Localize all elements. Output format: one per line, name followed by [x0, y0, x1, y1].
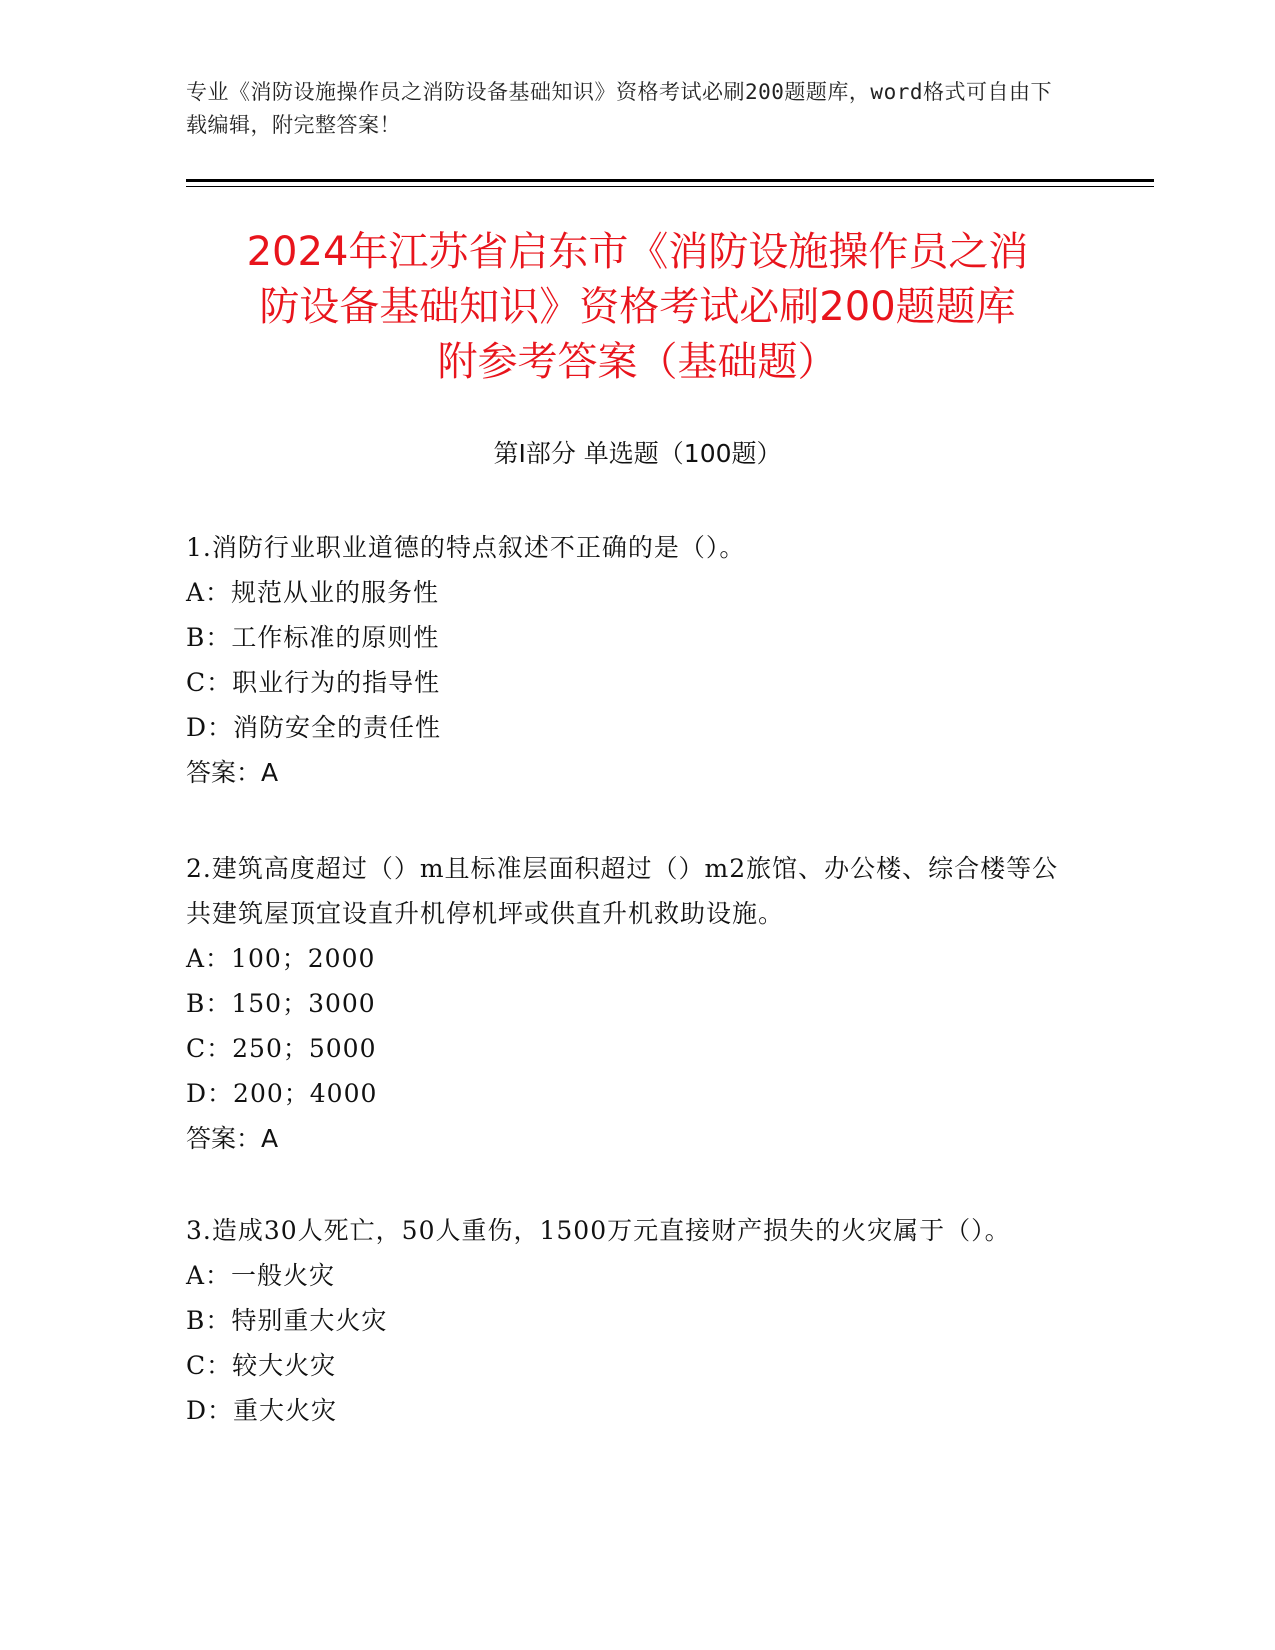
answer: 答案：A [186, 1124, 279, 1153]
option-d: D：消防安全的责任性 [186, 713, 442, 742]
option-c: C：250；5000 [186, 1034, 377, 1063]
title-line-2: 防设备基础知识》资格考试必刷200题题库 [259, 284, 1016, 330]
option-a: A：一般火灾 [186, 1261, 336, 1290]
option-b: B：特别重大火灾 [186, 1306, 388, 1335]
answer: 答案：A [186, 758, 279, 787]
question-3 [186, 1208, 1066, 1433]
question-stem: 1.消防行业职业道德的特点叙述不正确的是（）。 [186, 533, 746, 562]
header-note: 专业《消防设施操作员之消防设备基础知识》资格考试必刷200题题库，word格式可自由下载编辑，附完整答案！ [186, 80, 1052, 137]
document-title [150, 225, 1125, 390]
option-a: A：100；2000 [186, 944, 376, 973]
section-heading: 第Ⅰ部分 单选题（100题） [493, 439, 782, 468]
question-2 [186, 846, 1066, 1161]
title-line-3: 附参考答案（基础题） [437, 339, 838, 385]
question-stem: 2.建筑高度超过（）m且标准层面积超过（）m2旅馆、办公楼、综合楼等公共建筑屋顶宜设直升机停机坪或供直升机救助设施。 [186, 854, 1059, 928]
option-c: C：职业行为的指导性 [186, 668, 441, 697]
title-line-1: 2024年江苏省启东市《消防设施操作员之消 [246, 229, 1029, 275]
question-stem: 3.造成30人死亡，50人重伤，1500万元直接财产损失的火灾属于（）。 [186, 1216, 1011, 1245]
option-d: D：重大火灾 [186, 1396, 338, 1425]
option-d: D：200；4000 [186, 1079, 378, 1108]
option-a: A：规范从业的服务性 [186, 578, 440, 607]
question-1 [186, 525, 1066, 795]
option-c: C：较大火灾 [186, 1351, 337, 1380]
header-divider-thin [186, 186, 1154, 187]
option-b: B：工作标准的原则性 [186, 623, 440, 652]
option-b: B：150；3000 [186, 989, 376, 1018]
header-divider-thick [186, 179, 1154, 182]
